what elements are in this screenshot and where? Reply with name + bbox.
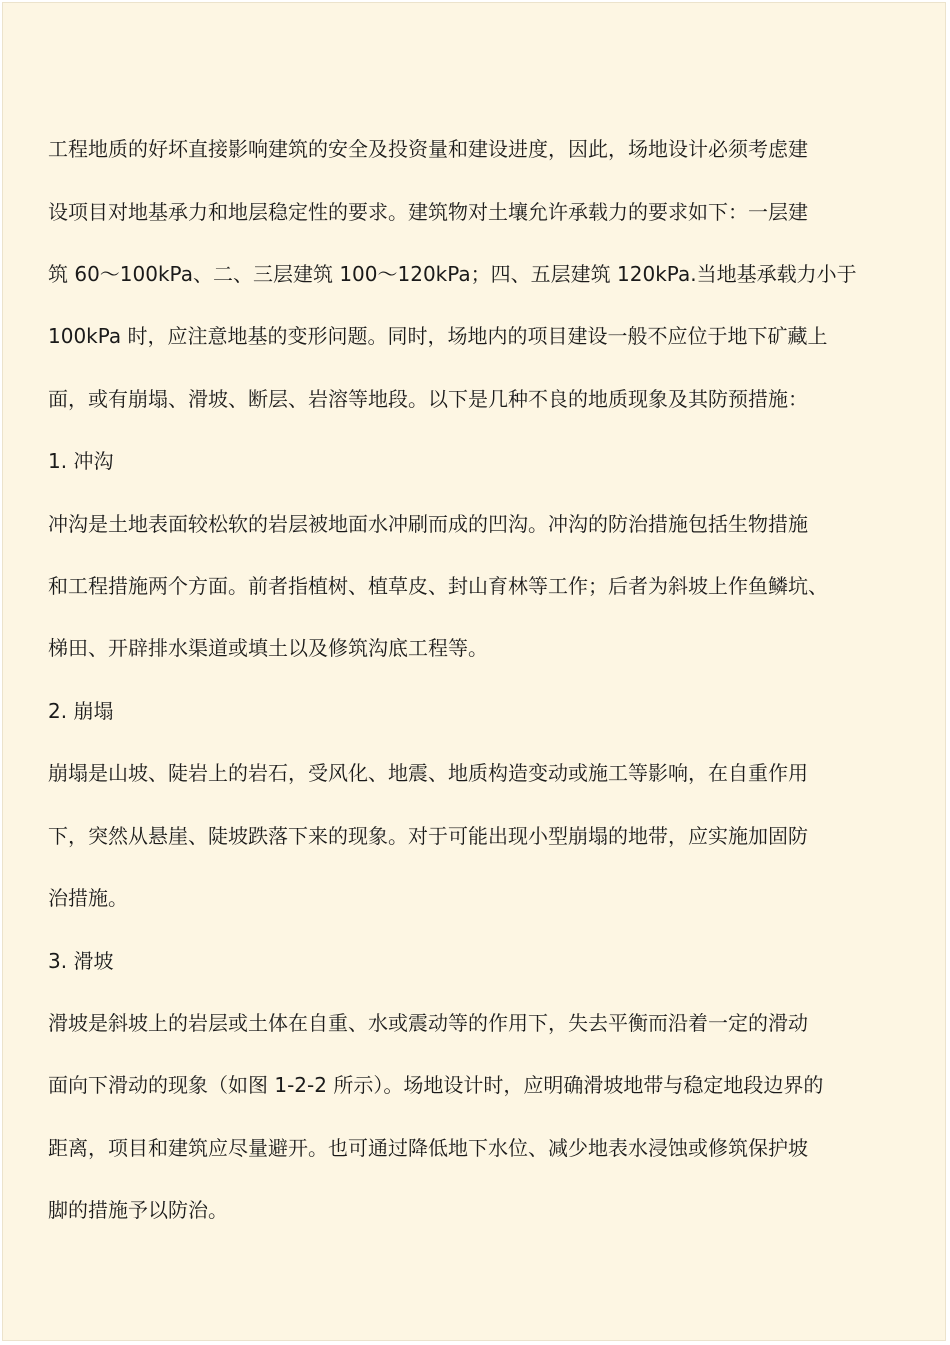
- paragraph-line: 梯田、开辟排水渠道或填土以及修筑沟底工程等。: [48, 636, 488, 660]
- paragraph-line: 距离，项目和建筑应尽量避开。也可通过降低地下水位、减少地表水浸蚀或修筑保护坡: [48, 1136, 808, 1160]
- paragraph-line: 下，突然从悬崖、陡坡跌落下来的现象。对于可能出现小型崩塌的地带，应实施加固防: [48, 824, 808, 848]
- paragraph-line: 面，或有崩塌、滑坡、断层、岩溶等地段。以下是几种不良的地质现象及其防预措施：: [48, 387, 808, 411]
- paragraph-line: 筑 60～100kPa、二、三层建筑 100～120kPa；四、五层建筑 120kPa.当地基承载力小于: [48, 262, 857, 286]
- paragraph-line: 设项目对地基承力和地层稳定性的要求。建筑物对土壤允许承载力的要求如下：一层建: [48, 200, 808, 224]
- section-heading-collapse: 2. 崩塌: [48, 699, 114, 723]
- paragraph-line: 面向下滑动的现象（如图 1-2-2 所示）。场地设计时，应明确滑坡地带与稳定地段边界的: [48, 1073, 824, 1097]
- paragraph-line: 脚的措施予以防治。: [48, 1198, 228, 1222]
- section-heading-landslide: 3. 滑坡: [48, 949, 114, 973]
- paragraph-line: 滑坡是斜坡上的岩层或土体在自重、水或震动等的作用下，失去平衡而沿着一定的滑动: [48, 1011, 808, 1035]
- document-page: [2, 2, 946, 1341]
- paragraph-line: 冲沟是土地表面较松软的岩层被地面水冲刷而成的凹沟。冲沟的防治措施包括生物措施: [48, 512, 808, 536]
- paragraph-line: 治措施。: [48, 886, 128, 910]
- paragraph-line: 崩塌是山坡、陡岩上的岩石，受风化、地震、地质构造变动或施工等影响，在自重作用: [48, 761, 808, 785]
- paragraph-line: 100kPa 时，应注意地基的变形问题。同时，场地内的项目建设一般不应位于地下矿藏上: [48, 324, 828, 348]
- paragraph-line: 工程地质的好坏直接影响建筑的安全及投资量和建设进度，因此，场地设计必须考虑建: [48, 137, 808, 161]
- section-heading-gully: 1. 冲沟: [48, 449, 114, 473]
- paragraph-line: 和工程措施两个方面。前者指植树、植草皮、封山育林等工作；后者为斜坡上作鱼鳞坑、: [48, 574, 828, 598]
